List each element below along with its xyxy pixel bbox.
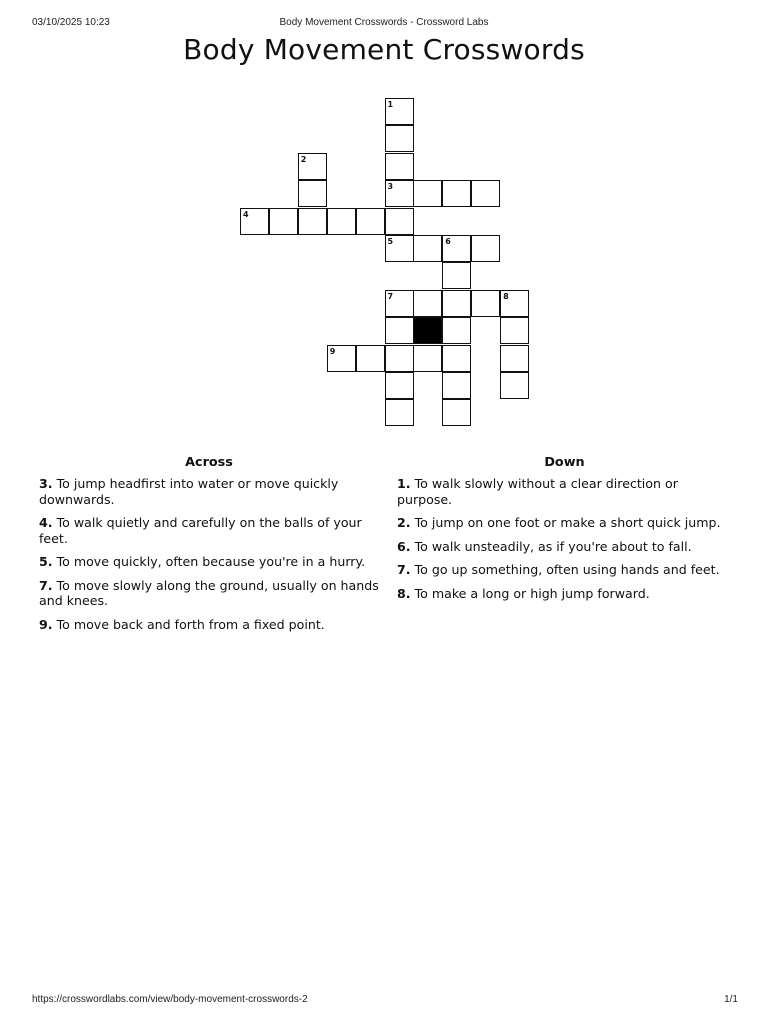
grid-cell[interactable] [413, 235, 442, 262]
grid-cell[interactable] [298, 153, 327, 180]
clue-number: 1. [397, 476, 411, 491]
grid-cell[interactable] [442, 180, 471, 207]
across-clue [39, 578, 379, 609]
cell-number: 8 [503, 291, 509, 301]
grid-cell[interactable] [500, 372, 529, 399]
clue-number: 8. [397, 585, 411, 601]
clue-number: 7. [39, 577, 53, 593]
cell-number: 1 [387, 100, 394, 109]
cell-number: 7 [387, 291, 394, 301]
grid-cell[interactable] [413, 290, 442, 317]
grid-cell[interactable] [500, 345, 529, 372]
grid-cell[interactable] [385, 180, 414, 207]
grid-cell[interactable] [385, 345, 414, 372]
grid-cell[interactable] [240, 208, 269, 235]
clue-text: To make a long or high jump forward. [414, 585, 650, 601]
grid-cell[interactable] [442, 290, 471, 317]
clue-text: To move slowly along the ground, usually on hands and knees. [39, 577, 379, 608]
down-heading: Down [544, 455, 585, 470]
grid-cell[interactable] [471, 180, 500, 207]
clue-text: To go up something, often using hands and feet. [414, 562, 720, 577]
clue-number: 7. [397, 562, 411, 577]
clue-text: To jump on one foot or make a short quick jump. [414, 515, 721, 530]
clue-text: To move quickly, often because you're in a hurry. [56, 554, 366, 569]
cell-number: 5 [387, 237, 394, 246]
print-footer [32, 994, 738, 1008]
grid-cell[interactable] [442, 235, 471, 262]
clue-number: 5. [39, 554, 53, 569]
grid-cell[interactable] [413, 180, 442, 207]
grid-cell[interactable] [385, 98, 414, 125]
cell-number: 6 [445, 237, 451, 246]
clue-number: 2. [397, 515, 411, 530]
black-cell [413, 317, 442, 344]
cell-number: 2 [300, 154, 307, 164]
across-clues [39, 455, 379, 640]
across-clue [39, 476, 379, 507]
grid-cell[interactable] [269, 208, 298, 235]
across-heading: Across [185, 455, 233, 470]
down-clue [397, 586, 732, 602]
grid-cell[interactable] [442, 399, 471, 426]
clue-number: 9. [39, 616, 53, 632]
down-clue [397, 476, 732, 507]
grid-cell[interactable] [500, 290, 529, 317]
across-clue [39, 515, 379, 546]
cell-number: 4 [243, 209, 249, 219]
clue-text: To jump headfirst into water or move quickly downwards. [39, 476, 339, 507]
clue-text: To walk slowly without a clear direction or purpose. [397, 476, 678, 507]
grid-cell[interactable] [385, 235, 414, 262]
across-clue [39, 617, 379, 633]
grid-cell[interactable] [471, 235, 500, 262]
print-date: 03/10/2025 10:23 [32, 17, 110, 28]
grid-cell[interactable] [385, 125, 414, 152]
print-page-title: Body Movement Crosswords - Crossword Labs [279, 17, 489, 28]
clue-number: 6. [397, 538, 411, 554]
grid-cell[interactable] [385, 208, 414, 235]
grid-cell[interactable] [385, 372, 414, 399]
down-clue [397, 539, 732, 555]
print-url: https://crosswordlabs.com/view/body-movement-crosswords-2 [32, 994, 308, 1005]
page-count: 1/1 [724, 994, 738, 1005]
grid-cell[interactable] [356, 208, 385, 235]
cell-number: 9 [329, 346, 336, 356]
grid-cell[interactable] [298, 180, 327, 207]
grid-cell[interactable] [385, 399, 414, 426]
clue-text: To walk quietly and carefully on the balls of your feet. [39, 515, 362, 546]
clue-text: To move back and forth from a fixed point. [56, 616, 325, 632]
down-clue [397, 515, 732, 531]
grid-cell[interactable] [327, 345, 356, 372]
grid-cell[interactable] [500, 317, 529, 344]
grid-cell[interactable] [442, 317, 471, 344]
grid-cell[interactable] [413, 345, 442, 372]
grid-cell[interactable] [471, 290, 500, 317]
grid-cell[interactable] [385, 153, 414, 180]
grid-cell[interactable] [442, 262, 471, 289]
grid-cell[interactable] [385, 290, 414, 317]
puzzle-title: Body Movement Crosswords [183, 33, 585, 66]
across-clue [39, 554, 379, 570]
cell-number: 3 [387, 182, 394, 192]
grid-cell[interactable] [442, 372, 471, 399]
print-header [32, 17, 736, 31]
grid-cell[interactable] [356, 345, 385, 372]
grid-cell[interactable] [385, 317, 414, 344]
clue-number: 4. [39, 515, 53, 530]
grid-cell[interactable] [442, 345, 471, 372]
down-clue [397, 562, 732, 578]
clue-text: To walk unsteadily, as if you're about to fall. [414, 538, 692, 554]
grid-cell[interactable] [298, 208, 327, 235]
grid-cell[interactable] [327, 208, 356, 235]
down-clues [397, 455, 732, 609]
clue-number: 3. [39, 476, 53, 491]
